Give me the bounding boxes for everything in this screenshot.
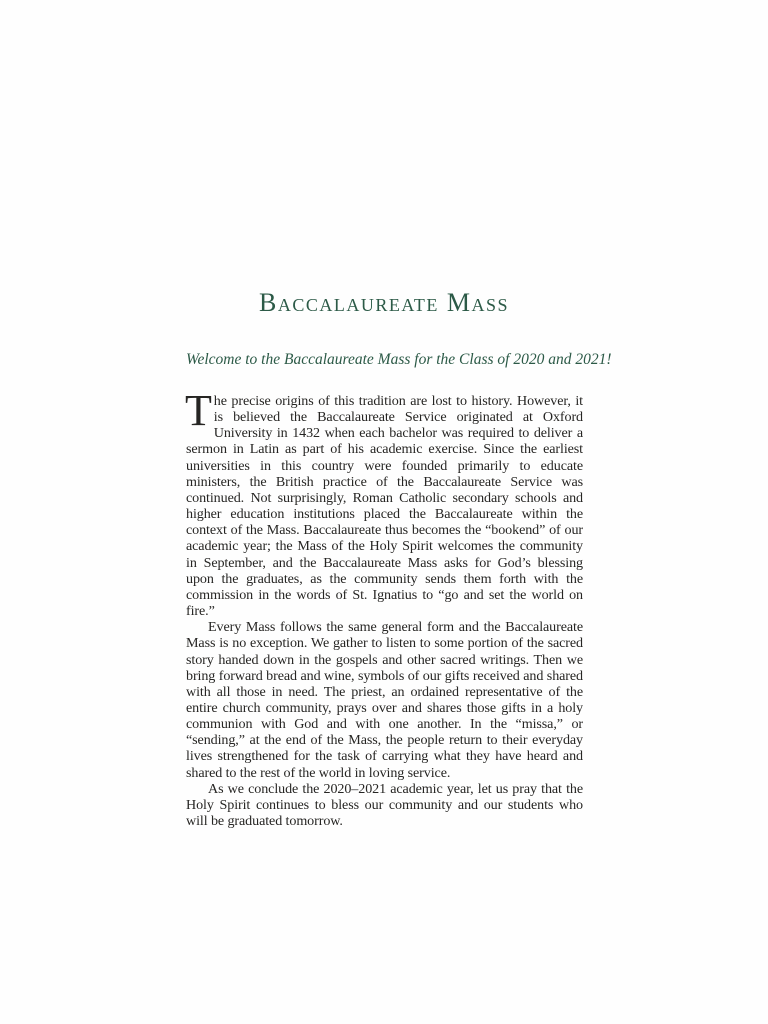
drop-cap: T [185, 386, 212, 435]
paragraph-1-text: he precise origins of this tradition are lost to history. However, it is believed the Baccalaureate Service originated at Oxford University in 1432 when each bachelor was required to deliver a sermon in Latin as part of his academic exercise. Since the earliest universities in this country were founded primarily to educate ministers, the British practice of the Baccalaureate Service was continued. Not surprisingly, Roman Catholic secondary schools and higher education institutions placed the Baccalaureate within the context of the Mass. Baccalaureate thus becomes the “bookend” of our academic year; the Mass of the Holy Spirit welcomes the community in September, and the Baccalaureate Mass asks for God’s blessing upon the graduates, as the community sends them forth with the commission in the words of St. Ignatius to “go and set the world on fire.” [186, 393, 583, 620]
body-text [185, 386, 583, 830]
paragraph-1 [185, 386, 583, 620]
paragraph-2: Every Mass follows the same general form and the Baccalaureate Mass is no exception. We gather to listen to some portion of the sacred story handed down in the gospels and other sacred writings. Then we bring forward bread and wine, symbols of our gifts received and shared with all those in need. The priest, an ordained representative of the entire church community, prays over and shares those gifts in a holy communion with God and with one another. In the “missa,” or “sending,” at the end of the Mass, the people return to their everyday lives strengthened for the task of carrying what they have heard and shared to the rest of the world in loving service. [186, 619, 583, 781]
page-title: Baccalaureate Mass [259, 288, 509, 317]
paragraph-3: As we conclude the 2020–2021 academic year, let us pray that the Holy Spirit continues to bless our community and our students who will be graduated tomorrow. [186, 780, 583, 830]
page-subtitle: Welcome to the Baccalaureate Mass for the Class of 2020 and 2021! [186, 351, 612, 368]
